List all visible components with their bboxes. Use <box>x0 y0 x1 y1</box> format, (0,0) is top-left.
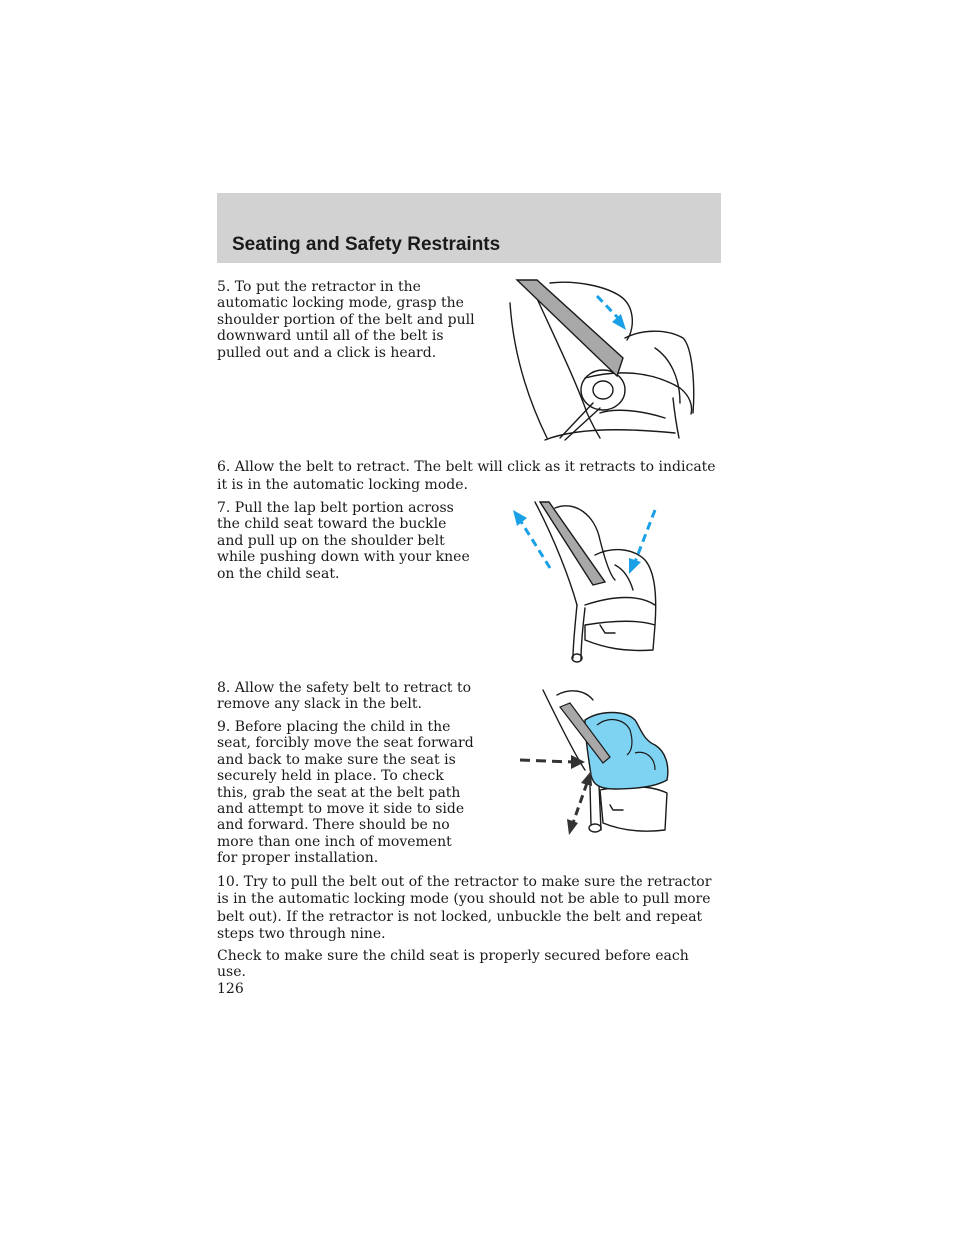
closing-note: Check to make sure the child seat is properly secured before each use. <box>217 948 689 981</box>
step-9-text: 9. Before placing the child in the seat, forcibly move the seat forward and back to make sure the seat is securely held in place. To check this, grab the seat at the belt path and attempt to move it side to side and forward. There should be no more than one inch of movement for proper installation. <box>217 719 474 867</box>
figure-shoulder-belt-pull <box>505 278 700 444</box>
side-to-side-arrow <box>573 783 587 823</box>
seat-base <box>600 787 667 832</box>
pull-up-arrow <box>520 520 550 568</box>
step-5-text: 5. To put the retractor in the automatic locking mode, grasp the shoulder portion of the belt and pull downward until all of the belt is pulled out and a click is heard. <box>217 279 475 361</box>
forward-back-arrow <box>520 760 573 762</box>
shoulder-belt-strap <box>540 502 605 585</box>
section-title: Seating and Safety Restraints <box>232 234 501 255</box>
side-to-side-arrowhead-up <box>581 771 592 786</box>
push-down-arrowhead <box>629 558 641 574</box>
pull-up-arrowhead <box>513 510 527 526</box>
page-number: 126 <box>217 981 244 997</box>
shoulder-belt-strap <box>517 280 623 376</box>
pull-down-arrowhead <box>612 314 626 330</box>
belt-loop <box>581 370 625 410</box>
step-6-text: 6. Allow the belt to retract. The belt will click as it retracts to indicate it is in the automatic locking mode. <box>217 459 716 493</box>
section-header-band <box>217 193 721 263</box>
side-to-side-arrowhead-down <box>567 819 578 835</box>
pull-down-arrow <box>597 296 620 320</box>
seat-back-edge <box>510 303 547 438</box>
step-10-text: 10. Try to pull the belt out of the retractor to make sure the retractor is in the automatic locking mode (you should not be able to pull more belt out). If the retractor is not locked, unbuckle the belt and repeat steps two through nine. <box>217 874 712 942</box>
seat-base <box>585 621 655 650</box>
figure-seat-movement-check <box>515 685 675 840</box>
step-7-text: 7. Pull the lap belt portion across the child seat toward the buckle and pull up on the shoulder belt while pushing down with your knee on the child seat. <box>217 500 470 582</box>
step-8-text: 8. Allow the safety belt to retract to remove any slack in the belt. <box>217 680 472 713</box>
figure-lap-belt-tighten <box>505 500 670 665</box>
